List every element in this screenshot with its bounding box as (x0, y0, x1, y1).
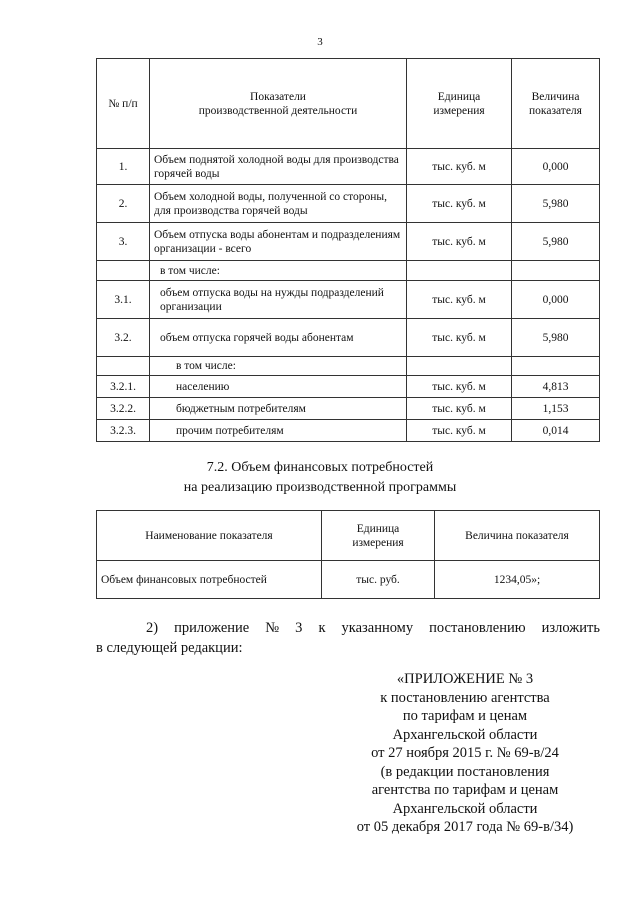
section-heading-line1: 7.2. Объем финансовых потребностей (206, 460, 434, 475)
row-unit: тыс. куб. м (407, 185, 512, 223)
header-unit-line2: измерения (352, 536, 404, 549)
table-row (97, 357, 600, 376)
financial-needs-table (96, 510, 600, 599)
header-no: № п/п (97, 59, 150, 149)
row-value: 0,014 (512, 420, 600, 442)
header-unit-line2: измерения (433, 104, 485, 117)
row-name: Объем финансовых потребностей (97, 561, 322, 599)
table-row (97, 223, 600, 261)
header-unit (407, 59, 512, 149)
table-row (97, 420, 600, 442)
header-name: Наименование показателя (97, 511, 322, 561)
row-unit: тыс. куб. м (407, 319, 512, 357)
row-no: 3.2.2. (97, 398, 150, 420)
appendix-line: к постановлению агентства (380, 689, 550, 706)
header-value: Величина показателя (435, 511, 600, 561)
row-no: 1. (97, 149, 150, 185)
row-unit: тыс. куб. м (407, 149, 512, 185)
appendix-line: от 05 декабря 2017 года № 69-в/34) (356, 819, 574, 835)
header-indicators-line2: производственной деятельности (198, 104, 358, 117)
paragraph-line2: в следующей редакции: (96, 640, 243, 656)
row-unit: тыс. куб. м (407, 281, 512, 319)
row-name: прочим потребителям (150, 420, 407, 442)
row-value: 1,153 (512, 398, 600, 420)
row-no (97, 261, 150, 281)
header-unit-line1: Единица (356, 522, 400, 535)
row-name: Объем холодной воды, полученной со стороны, для производства горячей воды (150, 185, 407, 223)
paragraph-word: постановлению (429, 620, 526, 636)
table-row (97, 185, 600, 223)
header-value (512, 59, 600, 149)
appendix-line: агентства по тарифам и ценам (371, 782, 559, 798)
header-unit-line1: Единица (437, 90, 481, 103)
section-heading (0, 458, 640, 498)
paragraph-line1 (96, 618, 600, 638)
row-unit: тыс. куб. м (407, 223, 512, 261)
table-row (97, 149, 600, 185)
appendix-line: от 27 ноября 2015 г. № 69-в/24 (371, 745, 559, 761)
paragraph-word: указанному (341, 620, 414, 636)
row-value: 4,813 (512, 376, 600, 398)
paragraph (96, 618, 600, 658)
row-no: 3.2.3. (97, 420, 150, 442)
paragraph-word: № (265, 620, 280, 636)
row-unit: тыс. куб. м (407, 398, 512, 420)
table-header-row (97, 59, 600, 149)
section-heading-line2: на реализацию производственной программы (183, 480, 457, 495)
table-row (97, 376, 600, 398)
appendix-line: по тарифам и ценам (402, 708, 528, 724)
table-row (97, 561, 600, 599)
paragraph-word: к (318, 620, 326, 636)
row-value: 5,980 (512, 223, 600, 261)
row-no: 3.1. (97, 281, 150, 319)
row-name: объем отпуска воды на нужды подразделений организации (150, 281, 407, 319)
row-no: 2. (97, 185, 150, 223)
row-value: 1234,05»; (435, 561, 600, 599)
row-name: в том числе: (150, 261, 407, 281)
page-number: 3 (317, 36, 323, 48)
row-value: 5,980 (512, 185, 600, 223)
row-value (512, 261, 600, 281)
row-name: населению (150, 376, 407, 398)
appendix-line: Архангельской области (392, 726, 538, 743)
table-header-row (97, 511, 600, 561)
paragraph-word: 2) (146, 620, 159, 636)
table-row (97, 261, 600, 281)
appendix-block (330, 670, 600, 837)
header-value-line2: показателя (529, 104, 582, 117)
row-no: 3.2. (97, 319, 150, 357)
row-unit (407, 261, 512, 281)
row-name: Объем отпуска воды абонентам и подразделениям организации - всего (150, 223, 407, 261)
paragraph-word: 3 (295, 620, 303, 636)
row-value: 5,980 (512, 319, 600, 357)
row-no (97, 357, 150, 376)
production-indicators-table (96, 58, 600, 442)
header-value-line1: Величина (531, 90, 580, 103)
appendix-line: (в редакции постановления (380, 763, 550, 780)
paragraph-word: приложение (174, 620, 250, 636)
appendix-line: «ПРИЛОЖЕНИЕ № 3 (396, 671, 534, 687)
row-no: 3. (97, 223, 150, 261)
row-unit (407, 357, 512, 376)
row-value (512, 357, 600, 376)
row-name: Объем поднятой холодной воды для производства горячей воды (150, 149, 407, 185)
row-no: 3.2.1. (97, 376, 150, 398)
row-unit: тыс. куб. м (407, 420, 512, 442)
row-unit: тыс. руб. (322, 561, 435, 599)
table-row (97, 398, 600, 420)
row-value: 0,000 (512, 149, 600, 185)
table-row (97, 281, 600, 319)
header-indicators (150, 59, 407, 149)
appendix-line: Архангельской области (392, 800, 538, 817)
table-row (97, 319, 600, 357)
row-unit: тыс. куб. м (407, 376, 512, 398)
row-name: бюджетным потребителям (150, 398, 407, 420)
paragraph-word: изложить (541, 620, 600, 636)
row-value: 0,000 (512, 281, 600, 319)
row-name: объем отпуска горячей воды абонентам (150, 319, 407, 357)
row-name: в том числе: (150, 357, 407, 376)
header-unit (322, 511, 435, 561)
header-indicators-line1: Показатели (250, 90, 306, 103)
